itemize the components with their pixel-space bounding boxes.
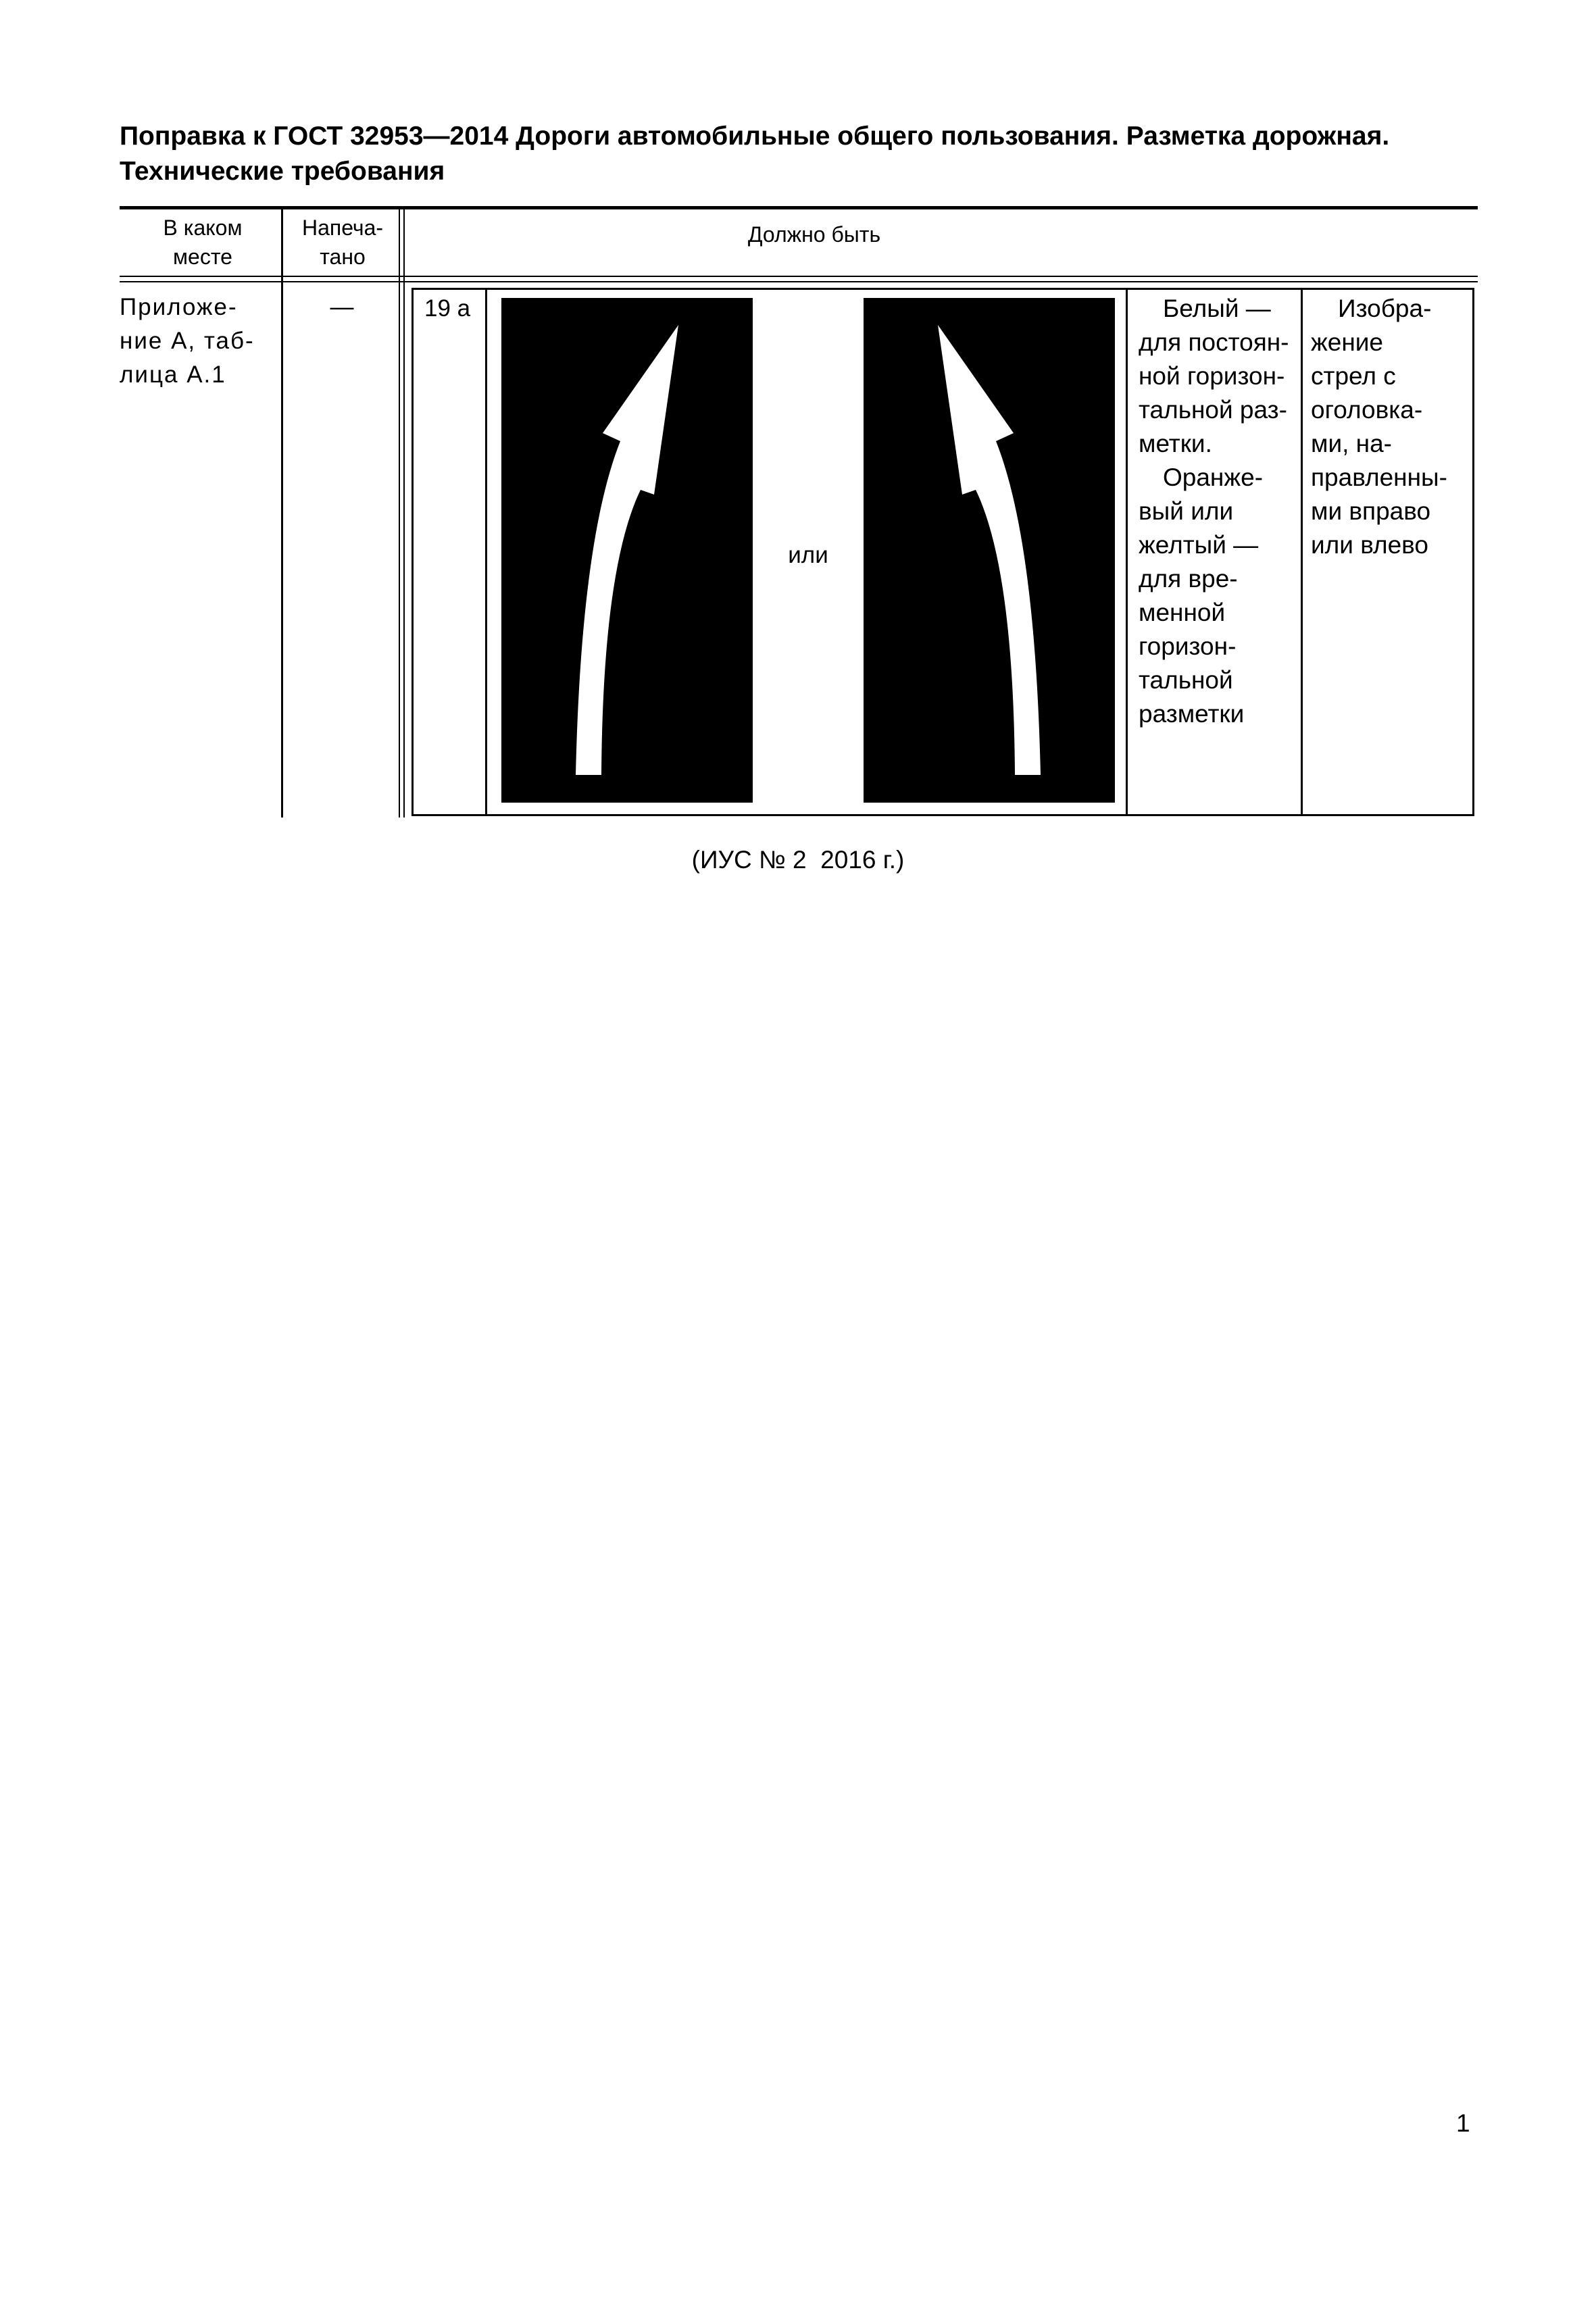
arrow-left-icon: [864, 298, 1115, 803]
color-desc-line: тальной: [1139, 666, 1233, 694]
column-divider-2a: [399, 209, 400, 818]
page-number: 1: [1456, 2109, 1470, 2137]
color-desc-line: тальной раз-: [1139, 396, 1287, 424]
arrow-right-icon: [501, 298, 753, 803]
color-desc-line: метки.: [1139, 430, 1212, 457]
title-line-2: Технические требования: [120, 157, 445, 186]
header-where-line-1: В каком: [163, 216, 243, 240]
color-desc-line: для постоян-: [1139, 328, 1289, 356]
header-printed-line-1: Напеча-: [301, 216, 384, 240]
document-title: [120, 119, 1491, 189]
color-desc-line: ной горизон-: [1139, 362, 1285, 390]
marking-number-text: 19 а: [424, 295, 471, 322]
marking-number: [424, 292, 485, 326]
image-desc-line: стрел с: [1311, 362, 1396, 390]
image-desc-line: правленны-: [1311, 463, 1447, 491]
row-where-line-3: лица А.1: [120, 361, 226, 388]
inner-divider-number: [485, 288, 487, 816]
inner-divider-images: [1126, 288, 1128, 816]
color-description: [1139, 292, 1301, 731]
image-desc-line: оголовка-: [1311, 396, 1423, 424]
color-desc-line: менной: [1139, 599, 1226, 626]
header-bottom-rule-2: [120, 281, 1478, 282]
marking-image-right: [501, 298, 753, 803]
color-desc-line: Оранже-: [1163, 463, 1264, 491]
color-desc-line: Белый —: [1163, 295, 1271, 322]
header-bottom-rule-1: [120, 276, 1478, 277]
image-desc-line: жение: [1311, 328, 1384, 356]
image-desc-line: ми, на-: [1311, 430, 1392, 457]
color-desc-line: горизон-: [1139, 632, 1237, 660]
header-where-line-2: месте: [173, 245, 232, 269]
row-where-line-1: Приложе-: [120, 294, 238, 320]
header-should-be-text: Должно быть: [747, 222, 881, 247]
color-desc-line: для вре-: [1139, 565, 1238, 593]
row-where-line-2: ние А, таб-: [120, 328, 255, 354]
marking-image-left: [864, 298, 1115, 803]
image-desc-line: или влево: [1311, 531, 1428, 559]
column-divider-2b: [403, 209, 405, 818]
row-where: [120, 291, 282, 392]
header-where: [128, 213, 277, 272]
header-should-be: [405, 220, 1223, 249]
table-top-rule: [120, 206, 1478, 209]
color-desc-line: вый или: [1139, 497, 1234, 525]
color-desc-line: разметки: [1139, 700, 1245, 728]
image-description: [1311, 292, 1473, 562]
image-desc-line: ми вправо: [1311, 497, 1431, 525]
header-printed-line-2: тано: [320, 245, 366, 269]
footer-note: (ИУС № 2 2016 г.): [691, 846, 905, 874]
row-printed: [285, 291, 399, 324]
image-desc-line: Изобра-: [1338, 295, 1432, 322]
color-desc-line: желтый —: [1139, 531, 1259, 559]
inner-divider-desc: [1301, 288, 1303, 816]
header-printed: [285, 213, 400, 272]
row-printed-dash: —: [330, 294, 354, 320]
separator-or-text: или: [788, 542, 828, 568]
separator-or: [753, 538, 864, 572]
title-line-1: Поправка к ГОСТ 32953—2014 Дороги автомобильные общего пользования. Разметка дорожная.: [120, 122, 1390, 151]
